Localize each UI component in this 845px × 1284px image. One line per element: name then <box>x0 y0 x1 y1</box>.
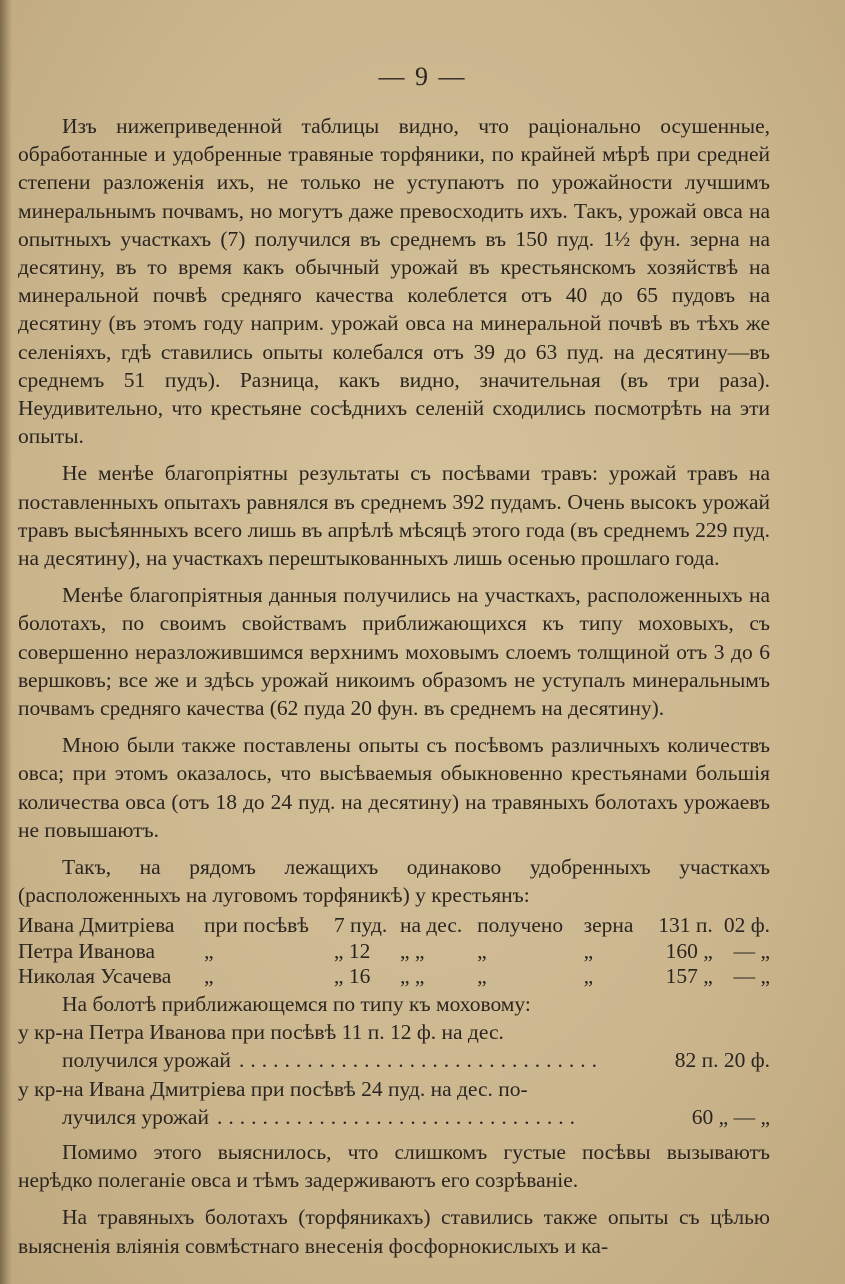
table-row <box>18 939 770 965</box>
table-cell: 160 „ <box>665 938 713 963</box>
table-cell: „ <box>583 938 594 963</box>
table-cell: — „ <box>733 938 770 963</box>
table-cell: Ивана Дмитріева <box>18 913 175 938</box>
moss-result-2-value: 60 „ — „ <box>691 1104 770 1129</box>
page-body <box>18 112 770 1269</box>
paragraph-6: Помимо этого выяснилось, что слишкомъ густые посѣвы вызываютъ нерѣдко полеганіе овса и тѣмъ задерживаютъ его созрѣваніе. <box>18 1139 770 1193</box>
moss-heading: На болотѣ приближающемся по типу къ моховому: <box>62 991 531 1016</box>
moss-result-1-value: 82 п. 20 ф. <box>674 1047 770 1072</box>
paragraph-3: Менѣе благопріятныя данныя получились на участкахъ, расположенныхъ на болотахъ, по своимъ свойствамъ приближающихся къ типу моховыхъ, съ совершенно неразложившимся верхнимъ моховымъ слоемъ толщиной отъ 3 до 6 вершковъ; все же и здѣсь урожай никоимъ образомъ не уступалъ минеральнымъ почвамъ средняго качества (62 пуда 20 фун. въ среднемъ на десятину). <box>18 583 770 721</box>
page-number: — 9 — <box>378 62 467 91</box>
paragraph-4: Мною были также поставлены опыты съ посѣвомъ различныхъ количествъ овса; при этомъ оказалось, что высѣваемыя обыкновенно крестьянами большія количества овса (отъ 18 до 24 пуд. на десятину) на травяныхъ болотахъ урожаевъ не повышаютъ. <box>18 733 770 842</box>
table-cell: 7 пуд. <box>333 913 388 938</box>
table-cell: на дес. <box>399 913 463 938</box>
table-cell: Николая Усачева <box>18 964 172 989</box>
table-cell: получено <box>477 913 564 938</box>
table-cell: 157 „ <box>665 964 713 989</box>
table-cell: „ <box>477 938 487 963</box>
table-cell: „ <box>583 964 594 989</box>
paragraph-5: Такъ, на рядомъ лежащихъ одинаково удобренныхъ участкахъ (расположенныхъ на луговомъ торфяникѣ) у крестьянъ: <box>18 855 770 908</box>
table-cell: „ „ <box>399 964 425 989</box>
moss-result-2-label: лучился урожай <box>62 1104 209 1129</box>
moss-result-1-label: получился урожай <box>62 1047 231 1072</box>
table-cell: „ 16 <box>333 964 371 989</box>
leader-dots: ................................ <box>238 1047 603 1072</box>
table-cell: „ <box>204 964 214 989</box>
table-cell: — „ <box>733 964 770 989</box>
table-cell: „ <box>204 938 214 963</box>
paragraph-2: Не менѣе благопріятны результаты съ посѣвами травъ: урожай травъ на поставленныхъ опытахъ равнялся въ среднемъ 392 пудамъ. Очень высокъ урожай травъ высѣянныхъ всего лишь въ апрѣлѣ мѣсяцѣ этого года (въ среднемъ 229 пуд. на десятину), на участкахъ перештыкованныхъ лишь осенью прошлаго года. <box>18 461 770 571</box>
table-cell: „ „ <box>399 938 425 963</box>
table-row <box>18 913 770 939</box>
page-spine-shadow <box>0 0 12 1284</box>
moss-line-1: у кр-на Петра Иванова при посѣвѣ 11 п. 12 ф. на дес. <box>18 1019 504 1044</box>
table-row <box>18 964 770 990</box>
table-cell: „ <box>477 964 487 989</box>
moss-line-2: у кр-на Ивана Дмитріева при посѣвѣ 24 пуд. на дес. по- <box>18 1076 528 1101</box>
leader-dots: ................................ <box>216 1104 581 1129</box>
paragraph-1: Изъ нижеприведенной таблицы видно, что раціонально осушенные, обработанные и удобренные травяные торфяники, по крайней мѣрѣ при средней степени разложенія ихъ, не только не уступаютъ по урожайности лучшимъ минеральнымъ почвамъ, но могутъ даже превосходить ихъ. Такъ, урожай овса на опытныхъ участкахъ (7) получился въ среднемъ въ 150 пуд. 1½ фун. зерна на десятину, въ то время какъ обычный урожай въ крестьянскомъ хозяйствѣ на минеральной почвѣ средняго качества колеблется отъ 40 до 65 пудовъ на десятину (въ этомъ году наприм. урожай овса на минеральной почвѣ въ тѣхъ же селеніяхъ, гдѣ ставились опыты колебался отъ 39 до 63 пуд. на десятину—въ среднемъ 51 пудъ). Разница, какъ видно, значительная (въ три раза). Неудивительно, что крестьяне сосѣднихъ селеній сходились посмотрѣть на эти опыты. <box>18 114 770 449</box>
paragraph-7: На травяныхъ болотахъ (торфяникахъ) ставились также опыты съ цѣлью выясненія вліянія совмѣстнаго внесенія фосфорнокислыхъ и ка- <box>18 1205 770 1258</box>
table-cell: зерна <box>583 913 634 938</box>
table-cell: Петра Иванова <box>18 938 155 963</box>
harvest-table <box>18 913 770 990</box>
moss-result-1 <box>18 1046 770 1075</box>
moss-result-2 <box>18 1103 770 1132</box>
table-cell: „ 12 <box>333 938 371 963</box>
table-cell: при посѣвѣ <box>204 913 309 938</box>
table-cell: 131 п. <box>658 913 713 938</box>
table-cell: 02 ф. <box>723 913 770 938</box>
